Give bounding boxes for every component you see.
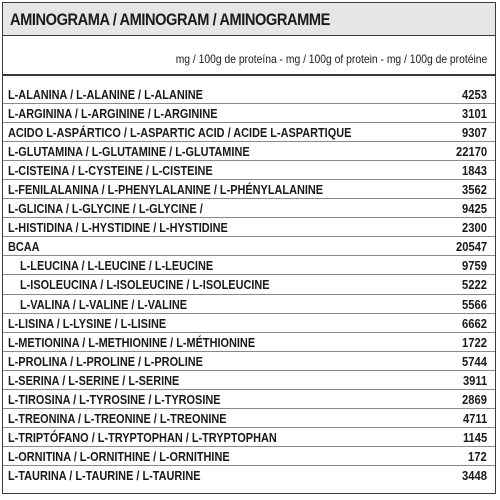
amino-acid-name: L-FENILALANINA / L-PHENYLALANINE / L-PHÉNYLALANINE (8, 182, 324, 198)
amino-acid-value: 9759 (462, 258, 487, 274)
amino-acid-value: 22170 (455, 144, 487, 160)
amino-acid-name: L-SERINA / L-SERINE / L-SERINE (8, 372, 180, 388)
amino-acid-value: 4253 (462, 87, 487, 102)
table-row (3, 237, 495, 256)
amino-acid-value: 3448 (462, 467, 487, 483)
amino-acid-value: 2869 (462, 391, 487, 407)
table-row (3, 161, 495, 180)
amino-acid-name: L-HISTIDINA / L-HYSTIDINE / L-HYSTIDINE (8, 220, 228, 236)
amino-acid-name: L-VALINA / L-VALINE / L-VALINE (20, 296, 188, 312)
amino-acid-value: 4711 (462, 410, 487, 426)
amino-acid-name: L-ORNITINA / L-ORNITHINE / L-ORNITHINE (8, 448, 230, 464)
table-row (3, 142, 495, 161)
table-row (3, 333, 495, 352)
table-row (3, 275, 495, 294)
table-row (3, 352, 495, 371)
amino-acid-value: 9425 (462, 201, 487, 217)
amino-acid-value: 20547 (455, 239, 487, 255)
units-header: mg / 100g de proteína - mg / 100g of protein - mg / 100g de protéine (175, 52, 487, 66)
amino-acid-name: L-ARGININA / L-ARGININE / L-ARGININE (8, 106, 218, 122)
amino-acid-value: 1843 (462, 163, 487, 179)
table-row (3, 390, 495, 409)
amino-acid-name: L-GLUTAMINA / L-GLUTAMINE / L-GLUTAMINE (8, 144, 250, 160)
amino-acid-name: BCAA (8, 239, 40, 255)
amino-acid-value: 3911 (462, 372, 487, 388)
amino-acid-name: L-TREONINA / L-TREONINE / L-TREONINE (8, 410, 227, 426)
amino-acid-value: 2300 (462, 220, 487, 236)
amino-acid-name: L-GLICINA / L-GLYCINE / L-GLYCINE / (8, 201, 203, 217)
aminogram-panel (2, 2, 496, 494)
amino-acid-name: L-PROLINA / L-PROLINE / L-PROLINE (8, 353, 203, 369)
table-row (3, 180, 495, 199)
table-row (3, 428, 495, 447)
table-row (3, 295, 495, 314)
amino-acid-name: ACIDO L-ASPÁRTICO / L-ASPARTIC ACID / ACIDE L-ASPARTIQUE (8, 125, 352, 141)
panel-title: AMINOGRAMA / AMINOGRAM / AMINOGRAMME (10, 10, 330, 29)
table-row (3, 466, 495, 485)
amino-acid-value: 5566 (462, 296, 487, 312)
amino-acid-value: 1722 (462, 334, 487, 350)
amino-acid-name: L-CISTEINA / L-CYSTEINE / L-CISTEINE (8, 163, 213, 179)
amino-acid-name: L-ISOLEUCINA / L-ISOLEUCINE / L-ISOLEUCINE (20, 277, 270, 293)
amino-acid-value: 3562 (462, 182, 487, 198)
amino-acid-value: 6662 (462, 315, 487, 331)
amino-acid-name: L-TIROSINA / L-TYROSINE / L-TYROSINE (8, 391, 221, 407)
amino-acid-name: L-LEUCINA / L-LEUCINE / L-LEUCINE (20, 258, 214, 274)
table-row (3, 447, 495, 466)
amino-acid-value: 1145 (462, 429, 487, 445)
title-bar (3, 3, 495, 36)
table-row (3, 199, 495, 218)
table-row (3, 314, 495, 333)
table-row (3, 409, 495, 428)
table-row (3, 104, 495, 123)
table-row (3, 85, 495, 104)
amino-acid-name: L-TRIPTÓFANO / L-TRYPTOPHAN / L-TRYPTOPHAN (8, 429, 277, 445)
table-row (3, 218, 495, 237)
header-divider (3, 74, 495, 76)
amino-acid-value: 3101 (462, 106, 487, 122)
amino-acid-value: 9307 (462, 125, 487, 141)
table-row (3, 256, 495, 275)
table-row (3, 123, 495, 142)
amino-acid-name: L-ALANINA / L-ALANINE / L-ALANINE (8, 87, 203, 102)
amino-acid-name: L-METIONINA / L-METHIONINE / L-MÉTHIONINE (8, 334, 256, 350)
table-row (3, 371, 495, 390)
amino-acid-value: 5744 (462, 353, 487, 369)
amino-acid-value: 172 (468, 448, 487, 464)
amino-acid-name: L-LISINA / L-LYSINE / L-LISINE (8, 315, 167, 331)
amino-acid-value: 5222 (462, 277, 487, 293)
amino-acid-name: L-TAURINA / L-TAURINE / L-TAURINE (8, 467, 201, 483)
aminogram-rows (3, 85, 495, 485)
